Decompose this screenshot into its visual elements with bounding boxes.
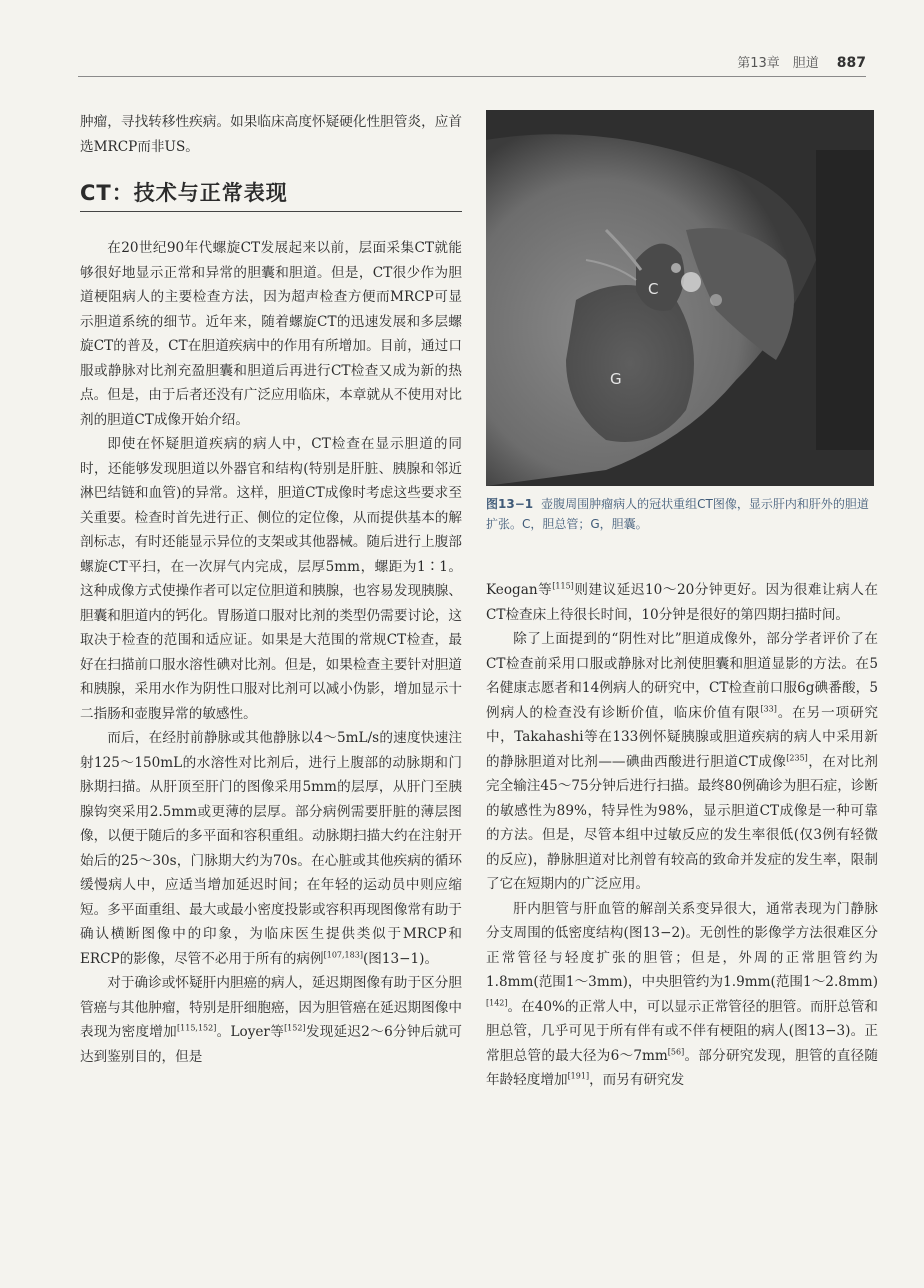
text-run: 除了上面提到的“阴性对比”胆道成像外，部分学者评价了在CT检查前采用口服或静脉对比剂使胆囊和胆道显影的方法。在5名健康志愿者和14例病人的研究中，CT检查前口服6g碘番酸，5例病人的检查没有诊断价值，临床价值有限 bbox=[486, 631, 878, 721]
citation-ref: [107,183] bbox=[323, 949, 363, 959]
text-run: 。部分研究发现，胆管的直径随年龄轻度增加 bbox=[486, 1047, 878, 1088]
vessel-bright-spot bbox=[681, 272, 701, 292]
citation-ref: [191] bbox=[567, 1071, 590, 1081]
header-rule bbox=[78, 76, 866, 77]
chapter-title: 第13章 胆道 bbox=[737, 56, 819, 71]
ct-image-figure bbox=[486, 110, 874, 486]
text-run: 。在另一项研究中，Takahashi等在133例怀疑胰腺或胆道疾病的病人中采用新的静脉胆道对比剂——碘曲西酸进行胆道CT成像 bbox=[486, 704, 879, 770]
paragraph-4-tail-b: 发现延迟2～6分钟后就可达到鉴别目的，但是 bbox=[80, 1024, 463, 1065]
citation-ref: [33] bbox=[760, 703, 777, 713]
caption-number: 图13−1 bbox=[486, 497, 534, 511]
text-run: 。在40%的正常人中，可以显示正常管径的胆管。而肝总管和胆总管，几乎可见于所有伴有或不伴有梗阻的病人(图13−3)。正常胆总管的最大径为6～7mm bbox=[486, 998, 878, 1064]
paragraph-5 bbox=[486, 578, 878, 627]
paragraph-3-body: 而后，在经肘前静脉或其他静脉以4～5mL/s的速度快速注射125～150mL的水溶性对比剂后，进行上腹部的动脉期和门脉期扫描。从肝顶至肝门的图像采用5mm的层厚，从肝门至胰腺钩突采用2.5mm或更薄的层厚。部分病例需要肝脏的薄层图像，以便于随后的多平面和容积重组。动脉期扫描大约在注射开始后的25～30s，门脉期大约为70s。在心脏或其他疾病的循环缓慢病人中，应适当增加延迟时间；在年轻的运动员中则应缩短。多平面重组、最大或最小密度投影或容积再现图像常有助于确认横断图像中的印象，为临床医生提供类似于MRCP和ERCP的影像，尽管不必用于所有的病例 bbox=[80, 730, 462, 967]
right-column bbox=[486, 110, 878, 1093]
vessel-bright-spot bbox=[671, 263, 681, 273]
citation-ref: [142] bbox=[486, 997, 508, 1007]
figure-caption bbox=[486, 494, 878, 534]
text-run: Keogan等 bbox=[486, 582, 553, 598]
text-run: 则建议延迟10～20分钟更好。因为很难让病人在CT检查床上待很长时间，10分钟是很好的第四期扫描时间。 bbox=[486, 582, 878, 623]
right-column-text bbox=[486, 578, 878, 1093]
text-run: ，在对比剂完全输注45～75分钟后进行扫描。最终80例确诊为胆石症，诊断的敏感性为89%，特异性为98%，显示胆道CT成像是一种可靠的方法。但是，尽管本组中过敏反应的发生率很低(仅3例有轻微的反应)，静脉胆道对比剂曾有较高的致命并发症的发生率，限制了它在短期内的广泛应用。 bbox=[486, 753, 878, 892]
bile-duct-region bbox=[636, 244, 684, 311]
left-column bbox=[80, 110, 462, 1069]
citation-ref: [235] bbox=[786, 752, 808, 762]
label-gallbladder: G bbox=[610, 370, 622, 388]
citation-ref: [152] bbox=[284, 1023, 306, 1033]
running-head bbox=[737, 52, 866, 71]
background-soft-tissue bbox=[816, 150, 874, 450]
page-number: 887 bbox=[836, 55, 866, 71]
section-title: CT：技术与正常表现 bbox=[80, 177, 462, 212]
paragraph-6 bbox=[486, 627, 878, 897]
paragraph-4-body: 对于确诊或怀疑肝内胆癌的病人，延迟期图像有助于区分胆管癌与其他肿瘤，特别是肝细胞癌，因为胆管癌在延迟期图像中表现为密度增加 bbox=[80, 975, 462, 1040]
paragraph-4-tail-a: 。Loyer等 bbox=[216, 1024, 285, 1040]
citation-ref: [56] bbox=[667, 1046, 685, 1056]
caption-text: 壶腹周围肿瘤病人的冠状重组CT图像，显示肝内和肝外的胆道扩张。C，胆总管；G，胆囊。 bbox=[486, 497, 869, 531]
gallbladder-region bbox=[566, 285, 694, 442]
text-run: 肝内胆管与肝血管的解剖关系变异很大，通常表现为门静脉分支周围的低密度结构(图13−2)。无创性的影像学方法很难区分正常管径与轻度扩张的胆管；但是，外周的正常胆管约为1.8mm(范围1～3mm)，中央胆管约为1.9mm(范围1～2.8mm) bbox=[486, 900, 878, 990]
citation-ref: [115,152] bbox=[177, 1023, 217, 1033]
vessel-bright-spot bbox=[710, 294, 722, 306]
label-common-bile-duct: C bbox=[648, 280, 659, 298]
paragraph-7 bbox=[486, 897, 878, 1093]
ct-coronal-image bbox=[486, 110, 874, 486]
continuation-paragraph: 肿瘤，寻找转移性疾病。如果临床高度怀疑硬化性胆管炎，应首选MRCP而非US。 bbox=[80, 114, 462, 155]
text-run: ，而另有研究发 bbox=[589, 1072, 685, 1088]
paragraph-1: 在20世纪90年代螺旋CT发展起来以前，层面采集CT就能够很好地显示正常和异常的胆囊和胆道。但是，CT很少作为胆道梗阻病人的主要检查方法，因为超声检查方便而MRCP可显示胆道系统的细节。近年来，随着螺旋CT的迅速发展和多层螺旋CT的普及，CT在胆道疾病中的作用有所增加。目前，通过口服或静脉对比剂充盈胆囊和胆道后再进行CT检查又成为新的热点。但是，由于后者还没有广泛应用临床，本章就从不使用对比剂的胆道CT成像开始介绍。 bbox=[80, 240, 462, 428]
citation-ref: [115] bbox=[552, 581, 574, 591]
paragraph-2: 即使在怀疑胆道疾病的病人中，CT检查在显示胆道的同时，还能够发现胆道以外器官和结构(特别是肝脏、胰腺和邻近淋巴结链和血管)的异常。这样，胆道CT成像时考虑这些要求至关重要。检查时首先进行正、侧位的定位像，从而提供基本的解剖标志，有时还能显示异位的支架或其他器械。随后进行上腹部螺旋CT平扫，在一次屏气内完成，层厚5mm，螺距为1∶1。这种成像方式使操作者可以定位胆道和胰腺，也容易发现胰腺、胆囊和胆道内的钙化。胃肠道口服对比剂的类型仍需要讨论，这取决于检查的范围和适应证。如果是大范围的常规CT检查，最好在扫描前口服水溶性碘对比剂。但是，如果检查主要针对胆道和胰腺，采用水作为阴性口服对比剂可以减小伪影，增加显示十二指肠和壶腹异常的敏感性。 bbox=[80, 436, 462, 722]
paragraph-3-tail: (图13−1)。 bbox=[362, 950, 439, 967]
paragraph-3 bbox=[80, 726, 462, 971]
paragraph-4 bbox=[80, 971, 462, 1069]
